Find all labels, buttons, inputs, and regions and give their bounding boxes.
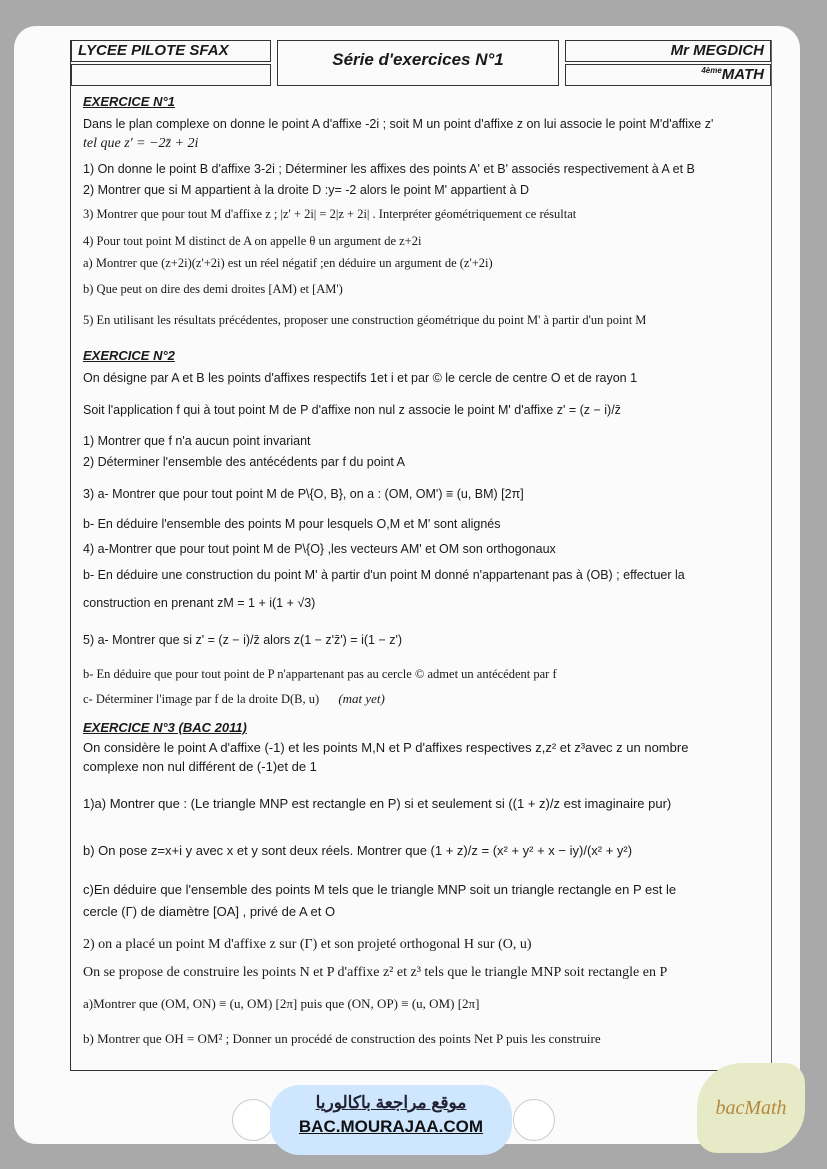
ex1-line: 4) Pour tout point M distinct de A on appelle θ un argument de z+2i — [83, 234, 422, 248]
ex2-line-text: c- Déterminer l'image par f de la droite D(B, u) — [83, 692, 320, 706]
ex3-line: b) On pose z=x+i y avec x et y sont deux réels. Montrer que (1 + z)/z = (x² + y² + x − iy)/(x² + y²) — [83, 843, 633, 858]
ex2-line: b- En déduire l'ensemble des points M pour lesquels O,M et M' sont alignés — [83, 517, 501, 531]
class-label — [565, 64, 771, 86]
ex1-line: a) Montrer que (z+2i)(z'+2i) est un réel négatif ;en déduire un argument de (z'+2i) — [83, 256, 493, 270]
teacher-name: Mr MEGDICH — [565, 40, 771, 62]
ex2-line: 4) a-Montrer que pour tout point M de P\{O} ,les vecteurs AM' et OM son orthogonaux — [83, 542, 556, 556]
ex1-line: tel que z' = −2z̄ + 2i — [83, 136, 199, 151]
ex3-line: cercle (Γ) de diamètre [OA] , privé de A et O — [83, 904, 336, 919]
header — [71, 40, 771, 90]
ex3-line: 2) on a placé un point M d'affixe z sur (Γ) et son projeté orthogonal H sur (O, u) — [83, 937, 532, 952]
school-name: LYCEE PILOTE SFAX — [71, 40, 271, 62]
site-banner[interactable] — [270, 1085, 512, 1155]
page-title: Série d'exercices N°1 — [277, 40, 559, 86]
ex2-line: 1) Montrer que f n'a aucun point invariant — [83, 434, 311, 448]
handwritten-note: (mat yet) — [338, 691, 385, 706]
ex1-line: b) Que peut on dire des demi droites [AM) et [AM') — [83, 282, 343, 296]
ex1-line: Dans le plan complexe on donne le point A d'affixe -2i ; soit M un point d'affixe z on lui associe le point M'd'affixe z' — [83, 117, 714, 131]
site-name-arabic: موقع مراجعة باكالوريا — [315, 1093, 467, 1112]
ex3-line: 1)a) Montrer que : (Le triangle MNP est rectangle en P) si et seulement si ((1 + z)/z est imaginaire pur) — [83, 796, 672, 811]
right-logo-icon — [513, 1099, 555, 1141]
left-logo-icon — [232, 1099, 274, 1141]
ex2-line: 3) a- Montrer que pour tout point M de P\{O, B}, on a : (OM, OM') ≡ (u, BM) [2π] — [83, 487, 524, 501]
ex2-line: b- En déduire une construction du point M' à partir d'un point M donné n'appartenant pas à (OB) ; effectuer la — [83, 568, 685, 582]
ex3-line: c)En déduire que l'ensemble des points M tels que le triangle MNP soit un triangle rectangle en P est le — [83, 882, 677, 897]
ex1-title: EXERCICE N°1 — [83, 94, 175, 109]
site-url[interactable]: BAC.MOURAJAA.COM — [298, 1117, 484, 1136]
ex2-title: EXERCICE N°2 — [83, 348, 175, 363]
ex3-title: EXERCICE N°3 (BAC 2011) — [83, 720, 247, 735]
ex3-line: complexe non nul différent de (-1)et de 1 — [83, 759, 317, 774]
ex1-line: 5) En utilisant les résultats précédentes, proposer une construction géométrique du point M' à partir d'un point M — [83, 313, 647, 327]
ex2-line: construction en prenant zM = 1 + i(1 + √3) — [83, 596, 316, 610]
ex3-line: On se propose de construire les points N et P d'affixe z² et z³ tels que le triangle MNP soit rectangle en P — [83, 965, 668, 980]
ex3-line: On considère le point A d'affixe (-1) et les points M,N et P d'affixes respectives z,z² et z³avec z un nombre — [83, 740, 689, 755]
ex2-line: 2) Déterminer l'ensemble des antécédents par f du point A — [83, 455, 406, 469]
ex1-line: 1) On donne le point B d'affixe 3-2i ; Déterminer les affixes des points A' et B' associés respectivement à A et B — [83, 162, 695, 176]
class-name: MATH — [721, 66, 764, 83]
ex2-line: Soit l'application f qui à tout point M de P d'affixe non nul z associe le point M' d'affixe z' = (z − i)/z̄ — [83, 403, 621, 417]
ex2-line: On désigne par A et B les points d'affixes respectifs 1et i et par © le cercle de centre O et de rayon 1 — [83, 371, 638, 385]
worksheet-page — [14, 26, 800, 1144]
ex3-line: a)Montrer que (OM, ON) ≡ (u, OM) [2π] puis que (ON, OP) ≡ (u, OM) [2π] — [83, 996, 480, 1011]
ex2-line: b- En déduire que pour tout point de P n'appartenant pas au cercle © admet un antécédent par f — [83, 667, 557, 681]
ex1-line: 2) Montrer que si M appartient à la droite D :y= -2 alors le point M' appartient à D — [83, 183, 530, 197]
bacmath-badge: bacMath — [697, 1063, 805, 1153]
header-empty-box — [71, 64, 271, 86]
ex1-line: 3) Montrer que pour tout M d'affixe z ; |z' + 2i| = 2|z + 2i| . Interpréter géométriquement ce résultat — [83, 207, 577, 221]
ex2-line — [83, 691, 757, 707]
ex2-line: 5) a- Montrer que si z' = (z − i)/z̄ alors z(1 − z'z̄') = i(1 − z') — [83, 633, 403, 647]
class-sup: 4ème — [701, 66, 722, 75]
ex3-line: b) Montrer que OH = OM² ; Donner un procédé de construction des points Net P puis les construire — [83, 1031, 601, 1046]
worksheet-frame — [70, 40, 772, 1071]
